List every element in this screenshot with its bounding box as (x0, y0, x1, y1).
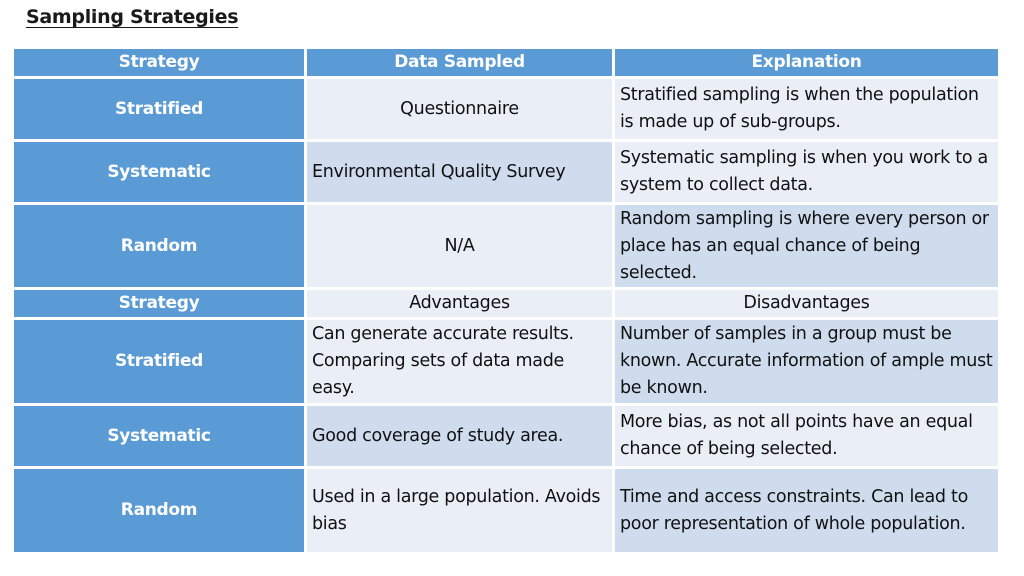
table-row (13, 78, 1000, 141)
strategy-cell: Stratified (13, 319, 306, 405)
data-sampled-cell: Questionnaire (306, 78, 614, 141)
header-explanation: Explanation (614, 48, 1000, 78)
table-row (13, 141, 1000, 204)
disadvantages-cell: More bias, as not all points have an equal chance of being selected. (614, 405, 1000, 468)
strategy-cell: Random (13, 468, 306, 554)
strategy-cell: Systematic (13, 141, 306, 204)
disadvantages-cell: Number of samples in a group must be known. Accurate information of ample must be known. (614, 319, 1000, 405)
table2-header-row (13, 289, 1000, 319)
table1-header-row (13, 48, 1000, 78)
table-row (13, 468, 1000, 554)
header-strategy: Strategy (13, 48, 306, 78)
data-sampled-cell: Environmental Quality Survey (306, 141, 614, 204)
advantages-cell: Good coverage of study area. (306, 405, 614, 468)
advantages-cell: Can generate accurate results. Comparing sets of data made easy. (306, 319, 614, 405)
explanation-cell: Stratified sampling is when the population is made up of sub-groups. (614, 78, 1000, 141)
advantages-cell: Used in a large population. Avoids bias (306, 468, 614, 554)
strategy-cell: Stratified (13, 78, 306, 141)
table-row (13, 405, 1000, 468)
strategy-cell: Random (13, 204, 306, 289)
strategy-cell: Systematic (13, 405, 306, 468)
explanation-cell: Systematic sampling is when you work to a system to collect data. (614, 141, 1000, 204)
disadvantages-cell: Time and access constraints. Can lead to poor representation of whole population. (614, 468, 1000, 554)
header-disadvantages: Disadvantages (614, 289, 1000, 319)
sampling-strategies-table (11, 46, 1001, 555)
table-row (13, 204, 1000, 289)
explanation-cell: Random sampling is where every person or place has an equal chance of being selected. (614, 204, 1000, 289)
data-sampled-cell: N/A (306, 204, 614, 289)
table-row (13, 319, 1000, 405)
header-strategy-2: Strategy (13, 289, 306, 319)
header-data-sampled: Data Sampled (306, 48, 614, 78)
header-advantages: Advantages (306, 289, 614, 319)
page-title: Sampling Strategies (26, 6, 239, 28)
